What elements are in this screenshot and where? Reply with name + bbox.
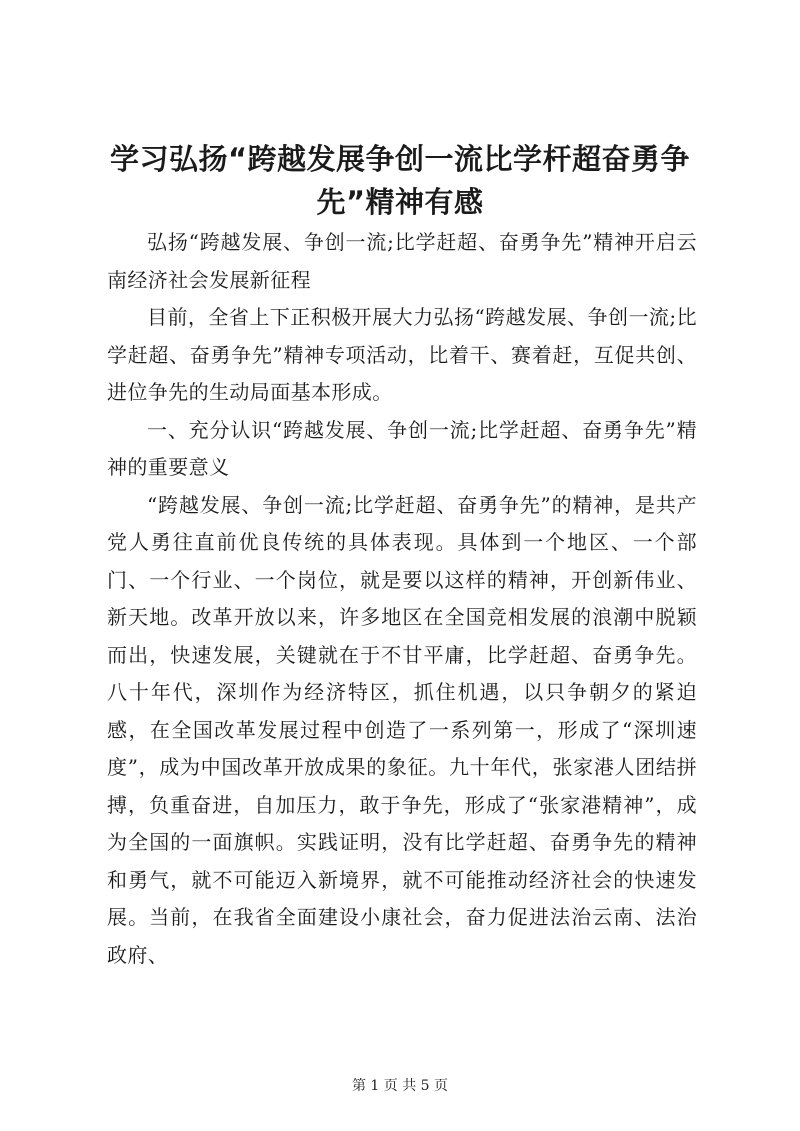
paragraph-section-heading: 一、充分认识“跨越发展、争创一流;比学赶超、奋勇争先”精神的重要意义 — [107, 417, 697, 479]
document-title: 学习弘扬“跨越发展争创一流比学杆超奋勇争先”精神有感 — [109, 142, 691, 219]
paragraph-subtitle: 弘扬“跨越发展、争创一流;比学赶超、奋勇争先”精神开启云南经济社会发展新征程 — [107, 230, 697, 292]
paragraph-body: “跨越发展、争创一流;比学赶超、奋勇争先”的精神，是共产党人勇往直前优良传统的具体表现。具体到一个地区、一个部门、一个行业、一个岗位，就是要以这样的精神，开创新伟业、新天地。改革开放以来，许多地区在全国竞相发展的浪潮中脱颖而出，快速发展，关键就在于不甘平庸，比学赶超、奋勇争先。八十年代，深圳作为经济特区，抓住机遇，以只争朝夕的紧迫感，在全国改革发展过程中创造了一系列第一，形成了“深圳速度”，成为中国改革开放成果的象征。九十年代，张家港人团结拼搏，负重奋进，自加压力，敢于争先，形成了“张家港精神”，成为全国的一面旗帜。实践证明，没有比学赶超、奋勇争先的精神和勇气，就不可能迈入新境界，就不可能推动经济社会的快速发展。当前，在我省全面建设小康社会，奋力促进法治云南、法治政府、 — [107, 492, 697, 967]
paragraph-intro: 目前，全省上下正积极开展大力弘扬“跨越发展、争创一流;比学赶超、奋勇争先”精神专项活动，比着干、赛着赶，互促共创、进位争先的生动局面基本形成。 — [107, 305, 697, 404]
page-footer: 第 1 页 共 5 页 — [351, 1078, 449, 1094]
document-body — [107, 224, 697, 974]
